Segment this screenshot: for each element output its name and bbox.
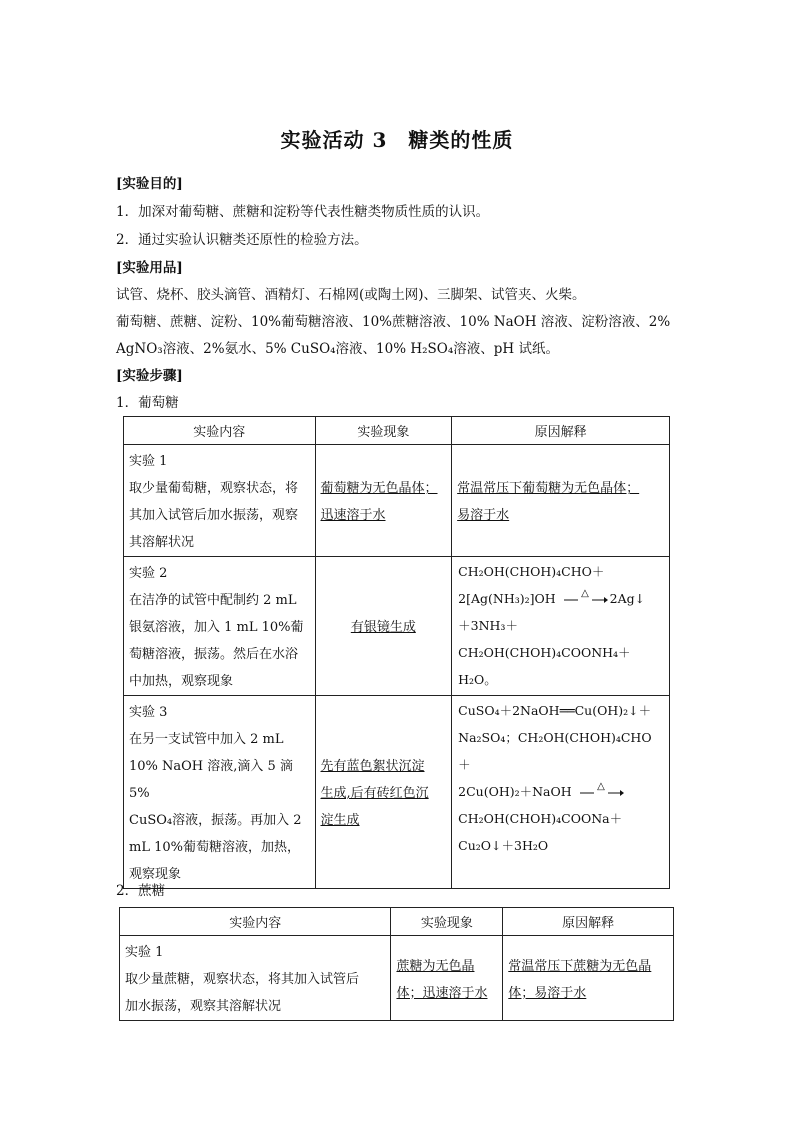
page-title: 实验活动 3 糖类的性质 (280, 128, 514, 152)
glucose-heading: 1．葡萄糖 (116, 395, 179, 411)
exp3-equation: CuSO₄＋2NaOH══Cu(OH)₂↓＋ Na₂SO₄；CH₂OH(CHOH)₄CHO＋ 2Cu(OH)₂＋NaOH △ CH₂OH(CHOH)₄COONa＋ Cu₂O↓＋3H₂O (458, 703, 652, 853)
header-phenomenon: 实验现象 (315, 417, 452, 445)
exp1-explanation: 常温常压下葡萄糖为无色晶体； 易溶于水 (457, 481, 640, 523)
purpose-item-1: 1．加深对葡萄糖、蔗糖和淀粉等代表性糖类物质性质的认识。 (116, 204, 490, 220)
table-row (124, 557, 670, 696)
exp1-phenomenon: 葡萄糖为无色晶体； 迅速溶于水 (320, 481, 438, 523)
exp3-phenomenon: 先有蓝色絮状沉淀 生成,后有砖红色沉 淀生成 (320, 759, 429, 828)
svg-text:△: △ (580, 587, 589, 599)
exp2-content: 实验 2 在洁净的试管中配制约 2 mL 银氨溶液，加入 1 mL 10%葡 萄糖溶液，振荡。然后在水浴 中加热，观察现象 (129, 566, 304, 689)
sucrose-exp1-explanation: 常温常压下蔗糖为无色晶 体；易溶于水 (508, 958, 652, 1001)
header-content: 实验内容 (124, 417, 316, 445)
heat-arrow-icon (562, 587, 608, 607)
header-content: 实验内容 (120, 908, 391, 936)
header-explanation: 原因解释 (503, 908, 674, 936)
table-row (124, 445, 670, 557)
materials-heading: [实验用品] (116, 260, 183, 276)
purpose-item-2: 2．通过实验认识糖类还原性的检验方法。 (116, 232, 368, 248)
svg-text:△: △ (596, 780, 605, 792)
exp3-content: 实验 3 在另一支试管中加入 2 mL 10% NaOH 溶液,滴入 5 滴 5% CuSO₄溶液，振荡。再加入 2 mL 10%葡萄糖溶液，加热， 观察现象 (129, 705, 302, 882)
sucrose-exp1-phenomenon: 蔗糖为无色晶 体；迅速溶于水 (396, 958, 488, 1001)
glucose-table (123, 416, 670, 889)
sucrose-heading: 2．蔗糖 (116, 883, 166, 899)
heat-arrow-icon (578, 780, 624, 800)
materials-reagents-line-1: 葡萄糖、蔗糖、淀粉、10%葡萄糖溶液、10%蔗糖溶液、10% NaOH 溶液、淀粉溶液、2% (116, 314, 671, 330)
table-row (124, 696, 670, 889)
purpose-heading: [实验目的] (116, 176, 183, 192)
steps-heading: [实验步骤] (116, 368, 183, 384)
exp2-equation: CH₂OH(CHOH)₄CHO＋ 2[Ag(NH₃)₂]OH △ 2Ag↓ ＋3NH₃＋ CH₂OH(CHOH)₄COONH₄＋H₂O。 (458, 564, 646, 687)
header-phenomenon: 实验现象 (391, 908, 503, 936)
exp2-phenomenon: 有银镜生成 (350, 620, 416, 635)
table-row (120, 936, 674, 1021)
materials-reagents-line-2: AgNO₃溶液、2%氨水、5% CuSO₄溶液、10% H₂SO₄溶液、pH 试纸。 (116, 341, 559, 357)
table-header-row (124, 417, 670, 445)
sucrose-exp1-content: 实验 1 取少量蔗糖，观察状态，将其加入试管后 加水振荡，观察其溶解状况 (125, 945, 360, 1014)
materials-equipment: 试管、烧杯、胶头滴管、酒精灯、石棉网(或陶土网)、三脚架、试管夹、火柴。 (116, 287, 586, 303)
header-explanation: 原因解释 (452, 417, 670, 445)
sucrose-table (119, 907, 674, 1021)
exp1-content: 实验 1 取少量葡萄糖，观察状态，将 其加入试管后加水振荡，观察 其溶解状况 (129, 454, 299, 550)
table-header-row (120, 908, 674, 936)
